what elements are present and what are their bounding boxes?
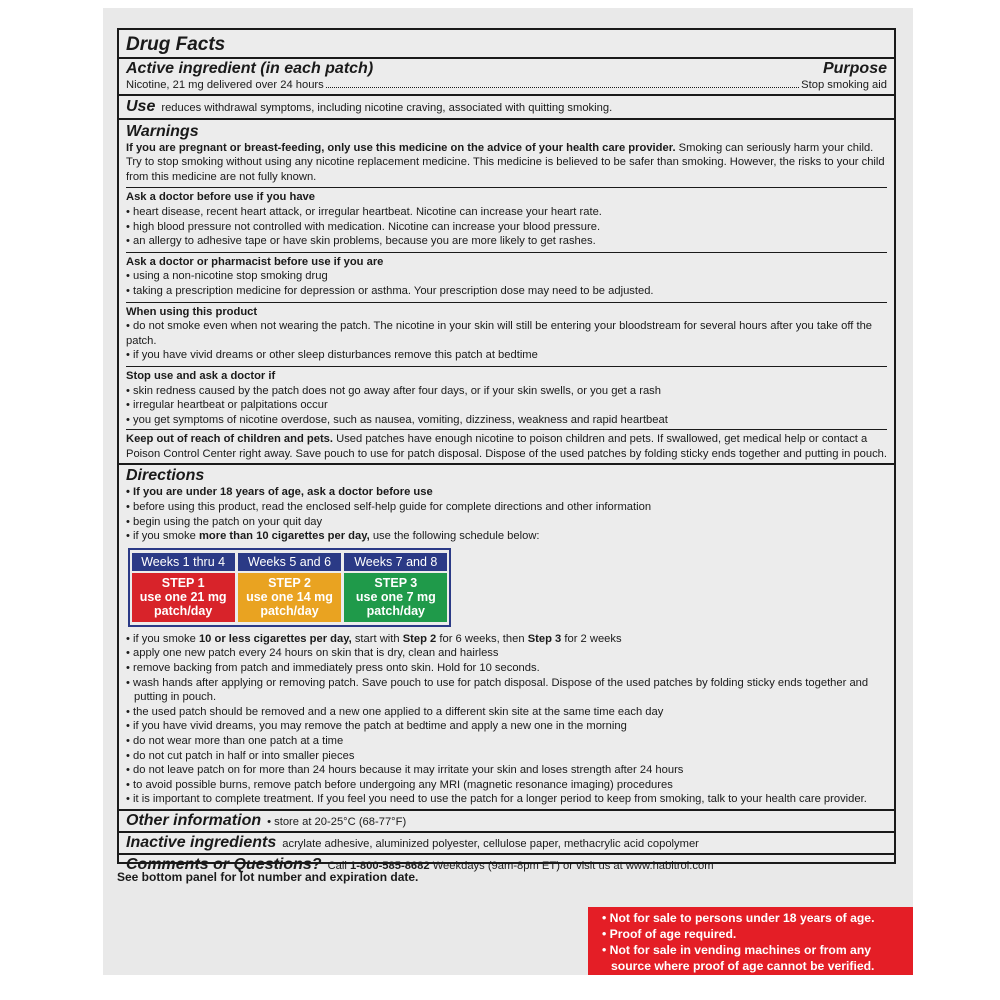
- text-part-bold: Step 2: [402, 632, 437, 645]
- list-item: • remove backing from patch and immediately press onto skin. Hold for 10 seconds.: [126, 662, 540, 675]
- inactive-ingredients-section: [119, 833, 894, 855]
- text-part: for 2 weeks: [561, 632, 622, 645]
- step-dose: use one 7 mg patch/day: [355, 589, 436, 618]
- purpose-text: Stop smoking aid: [801, 79, 887, 91]
- list-item: • begin using the patch on your quit day: [126, 515, 323, 528]
- schedule-weeks: Weeks 5 and 6: [238, 553, 341, 571]
- sale-warning-item: • Not for sale to persons under 18 years of age.: [602, 911, 875, 925]
- step-dose: use one 21 mg patch/day: [139, 589, 227, 618]
- ask-pharmacist-heading: Ask a doctor or pharmacist before use if you are: [126, 255, 384, 268]
- phone-number: 1-800-585-8682: [349, 859, 430, 872]
- schedule-weeks: Weeks 7 and 8: [344, 553, 447, 571]
- lot-number-note: See bottom panel for lot number and expiration date.: [117, 870, 419, 884]
- schedule-step-3: [344, 553, 447, 622]
- step-label: STEP 2: [268, 575, 311, 590]
- directions-section: [119, 465, 894, 811]
- warnings-section: [119, 120, 894, 466]
- active-ingredient-text: Nicotine, 21 mg delivered over 24 hours: [126, 79, 324, 91]
- schedule-step-2: [238, 553, 341, 622]
- keep-out-block: [126, 429, 887, 461]
- list-item: • you get symptoms of nicotine overdose, such as nausea, vomiting, dizziness, weakness and rapid heartbeat: [126, 413, 668, 426]
- step-label: STEP 1: [161, 575, 205, 590]
- text-part: for 6 weeks, then: [436, 632, 528, 645]
- comments-post: Weekdays (9am-8pm ET) or visit us at www.habitrol.com: [429, 859, 714, 872]
- leader-dots: [326, 87, 799, 88]
- text-part: • if you smoke: [126, 530, 199, 543]
- title-section: [119, 30, 894, 59]
- schedule-step: [132, 573, 235, 622]
- keep-out-bold: Keep out of reach of children and pets.: [126, 433, 333, 446]
- other-information-header: Other information: [126, 811, 262, 829]
- drug-facts-title: Drug Facts: [126, 34, 226, 55]
- inactive-ingredients-header: Inactive ingredients: [126, 833, 277, 851]
- use-header: Use: [126, 97, 156, 115]
- directions-header: Directions: [126, 467, 205, 485]
- text-part-bold: Step 3: [527, 632, 562, 645]
- list-item: • an allergy to adhesive tape or have skin problems, because you are more likely to get rashes.: [126, 235, 596, 248]
- text-part: start with: [351, 632, 403, 645]
- active-ingredient-section: [119, 59, 894, 96]
- list-item: • wash hands after applying or removing patch. Save pouch to use for patch disposal. Dispose of the used patches by folding sticky ends together and putting in pouch.: [126, 676, 869, 704]
- use-text: reduces withdrawal symptoms, including nicotine craving, associated with quitting smoking.: [161, 101, 613, 114]
- list-item: • skin redness caused by the patch does not go away after four days, or if your skin swells, or you get a rash: [126, 384, 661, 397]
- step-label: STEP 3: [374, 575, 418, 590]
- list-item: • high blood pressure not controlled with medication. Nicotine can increase your blood pressure.: [126, 220, 601, 233]
- list-item: • if you have vivid dreams, you may remove the patch at bedtime and apply a new one in the morning: [126, 720, 627, 733]
- pregnancy-warning: [126, 141, 887, 185]
- step-dose: use one 14 mg patch/day: [246, 589, 333, 618]
- list-item: • the used patch should be removed and a new one applied to a different skin site at the same time each day: [126, 705, 664, 718]
- schedule-step-1: [132, 553, 235, 622]
- list-item: • do not wear more than one patch at a time: [126, 735, 344, 747]
- other-information-section: [119, 811, 894, 833]
- stop-use-block: [126, 366, 887, 427]
- list-item: • do not smoke even when not wearing the patch. The nicotine in your skin will still be entering your bloodstream for several hours after you take off the patch.: [126, 320, 873, 347]
- ask-doctor-heading: Ask a doctor before use if you have: [126, 191, 315, 204]
- more-than-10-direction: [126, 529, 887, 544]
- use-section: [119, 96, 894, 120]
- text-part-bold: 10 or less cigarettes per day,: [198, 632, 352, 645]
- sale-warning-item: • Not for sale in vending machines or from any source where proof of age cannot be verified.: [602, 943, 875, 973]
- list-item: • apply one new patch every 24 hours on skin that is dry, clean and hairless: [126, 647, 499, 660]
- inactive-ingredients-text: acrylate adhesive, aluminized polyester, cellulose paper, methacrylic acid copolymer: [282, 837, 699, 850]
- less-than-10-direction: [126, 632, 887, 647]
- when-using-block: [126, 302, 887, 363]
- list-item: • taking a prescription medicine for depression or asthma. Your prescription dose may need to be adjusted.: [126, 284, 654, 297]
- when-using-heading: When using this product: [126, 305, 258, 318]
- purpose-header: Purpose: [822, 60, 887, 77]
- list-item: • it is important to complete treatment. If you feel you need to use the patch for a longer period to keep from smoking, talk to your health care provider.: [126, 793, 867, 806]
- list-item: • heart disease, recent heart attack, or irregular heartbeat. Nicotine can increase your heart rate.: [126, 205, 602, 218]
- keep-out-text: Used patches have enough nicotine to poison children and pets. If swallowed, get medical help or contact a Poison Control Center right away. Save pouch to use for patch disposal. Dispose of the used patches by folding sticky ends together and putting in pouch.: [126, 433, 888, 460]
- warnings-header: Warnings: [126, 122, 199, 140]
- text-part: • if you smoke: [126, 632, 199, 645]
- comments-pre: Call: [327, 859, 350, 872]
- pregnancy-warning-bold: If you are pregnant or breast-feeding, only use this medicine on the advice of your health care provider.: [126, 141, 676, 154]
- list-item: • do not leave patch on for more than 24 hours because it may irritate your skin and loses strength after 24 hours: [126, 764, 684, 777]
- ask-doctor-block: [126, 187, 887, 248]
- comments-header: Comments or Questions?: [126, 855, 322, 873]
- sale-warning-box: [588, 907, 913, 975]
- schedule-step: [344, 573, 447, 622]
- other-information-text: • store at 20-25°C (68-77°F): [267, 815, 407, 828]
- list-item: • using a non-nicotine stop smoking drug: [126, 270, 328, 283]
- stop-use-heading: Stop use and ask a doctor if: [126, 369, 276, 382]
- ask-pharmacist-block: [126, 252, 887, 299]
- schedule-weeks: Weeks 1 thru 4: [132, 553, 235, 571]
- list-item: • if you have vivid dreams or other sleep disturbances remove this patch at bedtime: [126, 349, 538, 362]
- drug-facts-box: [117, 28, 896, 873]
- list-item: • before using this product, read the enclosed self-help guide for complete directions and other information: [126, 501, 652, 514]
- list-item: • to avoid possible burns, remove patch before undergoing any MRI (magnetic resonance imaging) procedures: [126, 778, 673, 791]
- text-part-bold: more than 10 cigarettes per day,: [198, 530, 370, 543]
- sale-warning-item: • Proof of age required.: [602, 927, 737, 941]
- active-ingredient-header: Active ingredient (in each patch): [126, 60, 374, 77]
- list-item: • do not cut patch in half or into smaller pieces: [126, 749, 355, 762]
- text-part: use the following schedule below:: [369, 530, 540, 543]
- dosage-schedule-table: [128, 548, 451, 627]
- schedule-step: [238, 573, 341, 622]
- list-item: • irregular heartbeat or palpitations occur: [126, 399, 328, 412]
- under18-direction: • If you are under 18 years of age, ask a doctor before use: [126, 486, 433, 499]
- pregnancy-warning-text: Smoking can seriously harm your child. Try to stop smoking without using any nicotine replacement medicine. This medicine is believed to be safer than smoking. However, the risks to your child from this medicine are not fully known.: [126, 141, 885, 183]
